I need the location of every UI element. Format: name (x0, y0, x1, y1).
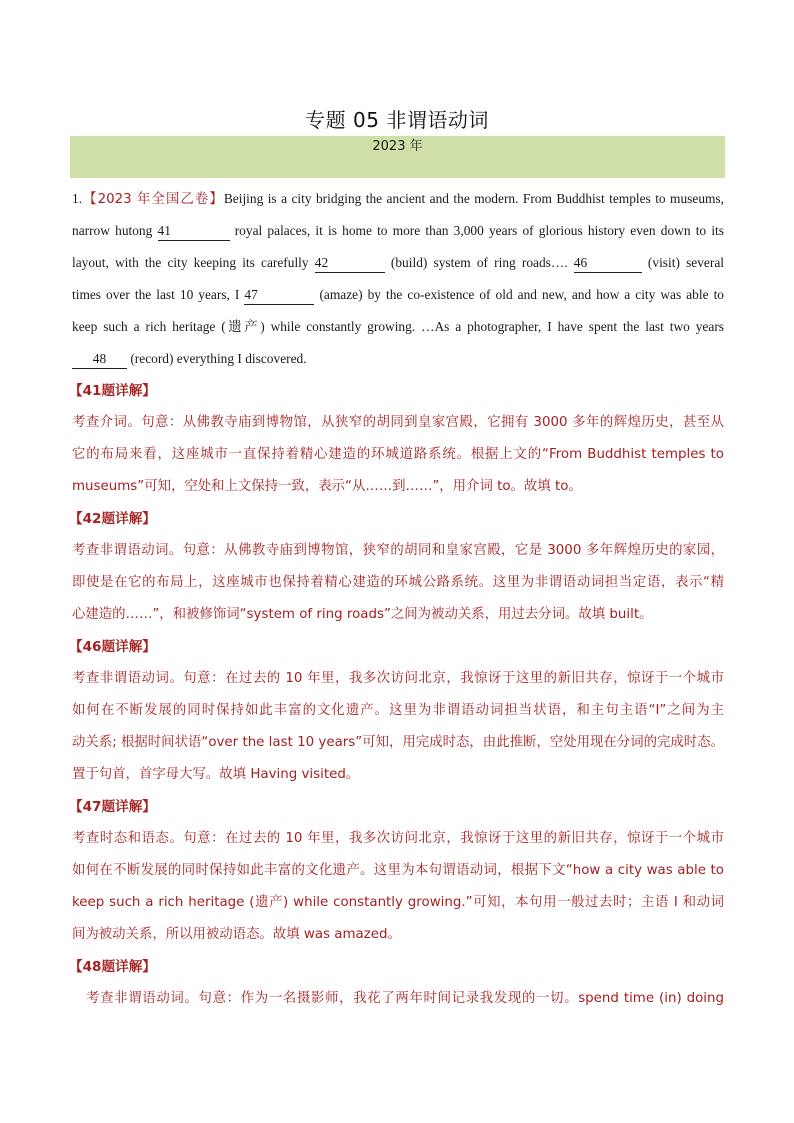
explanation-line: 动关系; 根据时间状语“over the last 10 years”可知，用完成时态，由此推断，空处用现在分词的完成时态。 (72, 735, 724, 750)
explanation-line: 考查时态和语态。句意：在过去的 10 年里，我多次访问北京，我惊讶于这里的新旧共存，惊讶于一个城市 (72, 831, 724, 846)
explanation-line: 考查非谓语动词。句意：从佛教寺庙到博物馆，狭窄的胡同和皇家宫殿，它是 3000 多年辉煌历史的家园， (72, 543, 724, 558)
explanation-line: 即使是在它的布局上，这座城市也保持着精心建造的环城公路系统。这里为非谓语动词担当定语，表示“精 (72, 575, 724, 590)
year-label: 2023 年 (372, 139, 423, 154)
explanation-line: 心建造的……”，和被修饰词“system of ring roads”之间为被动关系，用过去分词。故填 built。 (72, 607, 653, 622)
explanation-heading-47: 【47题详解】 (69, 799, 156, 815)
blank-42[interactable]: 42 (315, 254, 385, 273)
question-line-3: layout, with the city keeping its carefully 42 (build) system of ring roads…. 46 (visit) several (72, 247, 724, 279)
question-text: Beijing is a city bridging the ancient and the modern. From Buddhist temples to museums, (223, 191, 724, 206)
blank-48[interactable]: 48 (72, 350, 127, 369)
explanation-line: 如何在不断发展的同时保持如此丰富的文化遗产。这里为非谓语动词担当状语，和主句主语“I”之间为主 (72, 703, 724, 718)
page-title: 专题 05 非谓语动词 (305, 108, 489, 132)
explanation-heading-41: 【41题详解】 (69, 383, 156, 399)
explanation-line: museums”可知，空处和上文保持一致，表示“从……到……”，用介词 to。故填 to。 (72, 479, 582, 494)
explanation-line: 考查介词。句意：从佛教寺庙到博物馆，从狭窄的胡同到皇家宫殿，它拥有 3000 多年的辉煌历史，甚至从 (72, 415, 724, 430)
question-line-1 (72, 183, 724, 215)
question-line-2: narrow hutong 41 royal palaces, it is home to more than 3,000 years of glorious history even down to its (72, 215, 724, 247)
question-line-4: times over the last 10 years, I 47 (amaze) by the co-existence of old and new, and how a city was able to (72, 279, 724, 311)
explanation-heading-48: 【48题详解】 (69, 959, 156, 975)
question-line-6: 48 (record) everything I discovered. (72, 343, 724, 375)
explanation-line: 置于句首，首字母大写。故填 Having visited。 (72, 767, 360, 782)
explanation-line: 考查非谓语动词。句意：作为一名摄影师，我花了两年时间记录我发现的一切。spend time (in) doing (86, 991, 724, 1006)
blank-47[interactable]: 47 (244, 286, 314, 305)
explanation-line: 间为被动关系，所以用被动语态。故填 was amazed。 (72, 927, 401, 942)
question-source: 【2023 年全国乙卷】 (82, 192, 224, 207)
explanation-heading-42: 【42题详解】 (69, 511, 156, 527)
explanation-heading-46: 【46题详解】 (69, 639, 156, 655)
explanation-line: 如何在不断发展的同时保持如此丰富的文化遗产。这里为本句谓语动词，根据下文“how a city was able to (72, 863, 724, 878)
explanation-line: 考查非谓语动词。句意：在过去的 10 年里，我多次访问北京，我惊讶于这里的新旧共存，惊讶于一个城市 (72, 671, 724, 686)
question-number: 1. (72, 191, 83, 206)
blank-46[interactable]: 46 (574, 254, 642, 273)
document-body (69, 183, 724, 1015)
explanation-line: keep such a rich heritage (遗产) while constantly growing.”可知，本句用一般过去时；主语 I 和动词 (72, 895, 724, 910)
explanation-line: 它的布局来看，这座城市一直保持着精心建造的环城道路系统。根据上文的“From Buddhist temples to (72, 447, 724, 462)
blank-41[interactable]: 41 (158, 222, 230, 241)
year-section-bar (70, 136, 725, 178)
question-line-5: keep such a rich heritage (遗产) while constantly growing. …As a photographer, I have spent the last two years (72, 319, 724, 334)
